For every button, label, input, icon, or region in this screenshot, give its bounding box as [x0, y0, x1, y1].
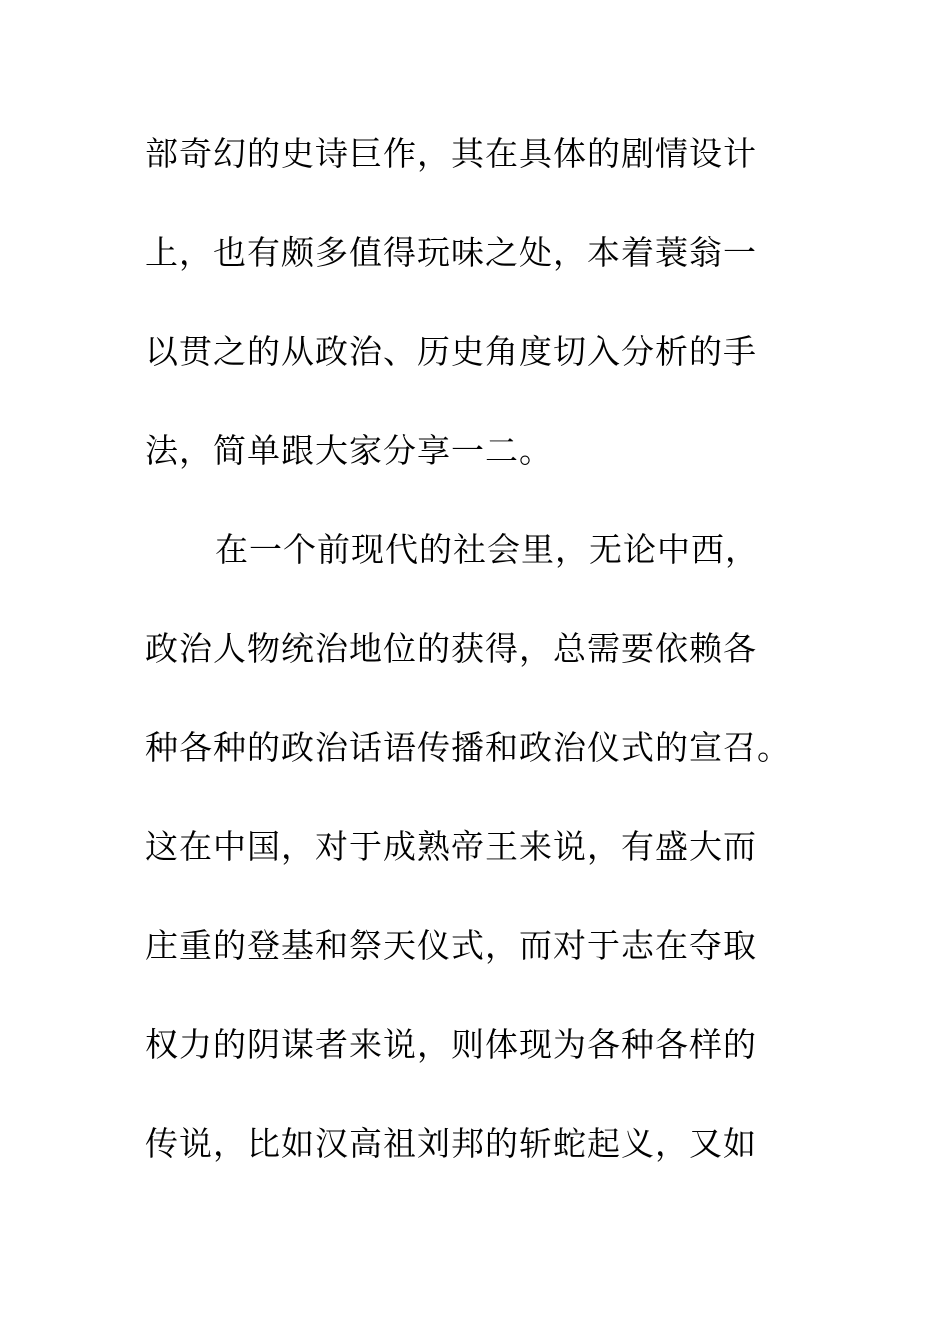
paragraph-1 — [145, 126, 805, 522]
text-line: 部奇幻的史诗巨作，其在具体的剧情设计 — [145, 134, 757, 173]
document-body — [145, 126, 805, 1215]
text-line: 政治人物统治地位的获得，总需要依赖各 — [145, 629, 757, 668]
text-line: 种各种的政治话语传播和政治仪式的宣召。 — [145, 728, 791, 767]
text-line: 以贯之的从政治、历史角度切入分析的手 — [145, 332, 757, 371]
paragraph-2 — [145, 522, 805, 1215]
text-line: 上，也有颇多值得玩味之处，本着蓑翁一 — [145, 233, 757, 272]
text-line: 庄重的登基和祭天仪式，而对于志在夺取 — [145, 926, 757, 965]
text-line: 权力的阴谋者来说，则体现为各种各样的 — [145, 1025, 757, 1064]
text-line: 传说，比如汉高祖刘邦的斩蛇起义，又如 — [145, 1124, 757, 1163]
text-line: 这在中国，对于成熟帝王来说，有盛大而 — [145, 827, 757, 866]
text-line-indented: 在一个前现代的社会里，无论中西， — [215, 530, 759, 569]
text-line: 法，简单跟大家分享一二。 — [145, 431, 553, 470]
